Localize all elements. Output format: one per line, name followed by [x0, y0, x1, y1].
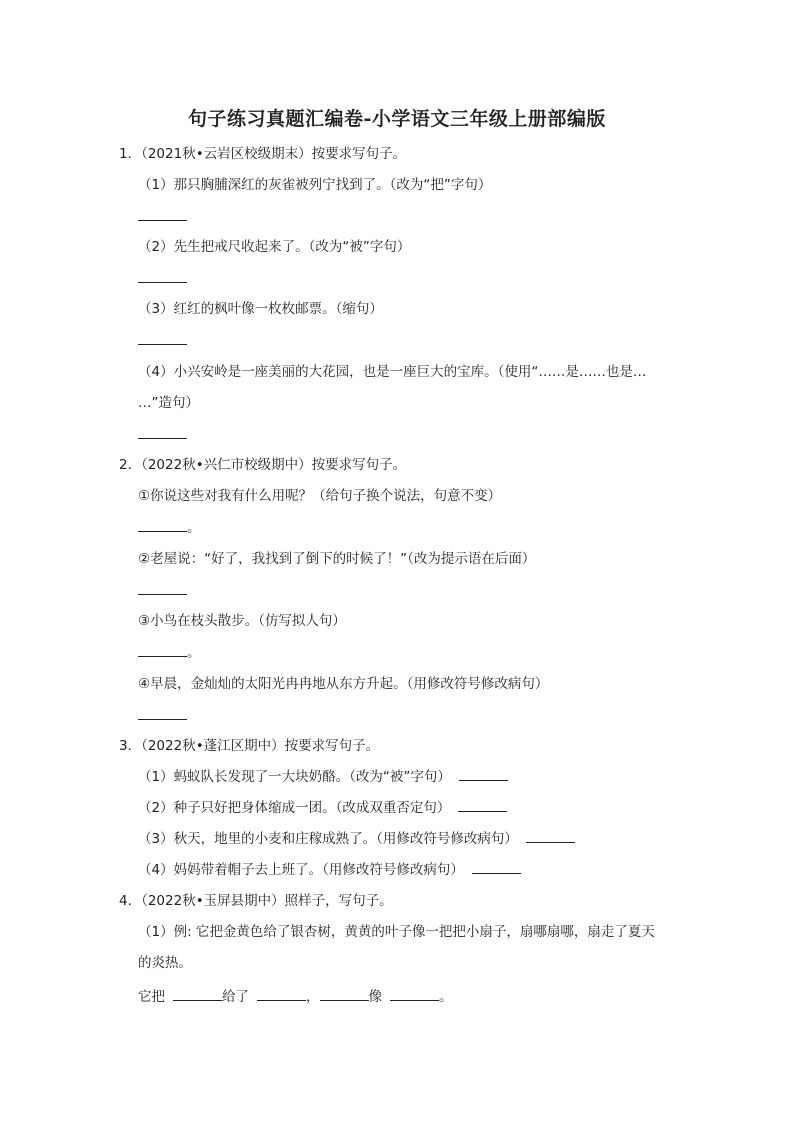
answer-blank[interactable]	[138, 518, 187, 532]
answer-blank[interactable]	[173, 987, 222, 1001]
question-1-item-1: （1）那只胸脯深红的灰雀被列宁找到了。（改为“把”字句）	[138, 177, 492, 193]
period-mark: 。	[187, 645, 201, 661]
answer-blank[interactable]	[390, 987, 439, 1001]
answer-blank[interactable]	[138, 425, 187, 439]
answer-blank[interactable]	[320, 987, 369, 1001]
answer-blank[interactable]	[138, 207, 187, 221]
question-3-item-2-line	[138, 798, 507, 818]
template-word-4: 像	[368, 989, 382, 1005]
answer-blank[interactable]	[472, 860, 521, 874]
question-1-header: 1．（2021秋•云岩区校级期末）按要求写句子。	[119, 146, 407, 162]
answer-blank[interactable]	[138, 269, 187, 283]
answer-blank[interactable]	[459, 767, 508, 781]
answer-blank[interactable]	[257, 987, 306, 1001]
period-mark: 。	[187, 520, 201, 536]
question-3-item-3-line	[138, 829, 575, 849]
question-3-item-1: （1）蚂蚁队长发现了一大块奶酪。（改为“被”字句）	[138, 769, 451, 785]
template-word-3: ，	[306, 989, 320, 1005]
question-3-header: 3．（2022秋•蓬江区期中）按要求写句子。	[119, 738, 380, 754]
question-3-item-1-line	[138, 767, 508, 787]
template-word-1: 它把	[138, 989, 165, 1005]
question-1-item-4-continued: …”造句）	[138, 395, 199, 411]
question-1-item-2: （2）先生把戒尺收起来了。（改为“被”字句）	[138, 239, 411, 255]
question-4-example: （1）例: 它把金黄色给了银杏树，黄黄的叶子像一把把小扇子，扇哪扇哪，扇走了夏天	[138, 924, 655, 940]
template-word-2: 给了	[222, 989, 249, 1005]
question-2-item-4: ④早晨，金灿灿的太阳光冉冉地从东方升起。（用修改符号修改病句）	[138, 676, 549, 692]
answer-blank[interactable]	[138, 643, 187, 657]
question-1-item-3: （3）红红的枫叶像一枚枚邮票。（缩句）	[138, 301, 383, 317]
answer-blank[interactable]	[138, 706, 187, 720]
answer-blank[interactable]	[138, 581, 187, 595]
answer-blank[interactable]	[458, 798, 507, 812]
answer-line	[138, 518, 201, 538]
question-3-item-3: （3）秋天，地里的小麦和庄稼成熟了。（用修改符号修改病句）	[138, 831, 518, 847]
question-3-item-4-line	[138, 860, 521, 880]
question-4-example-continued: 的炎热。	[138, 955, 192, 971]
question-1-item-4: （4）小兴安岭是一座美丽的大花园，也是一座巨大的宝库。（使用“……是……也是…	[138, 364, 647, 380]
question-4-header: 4．（2022秋•玉屏县期中）照样子，写句子。	[119, 893, 393, 909]
question-2-item-3: ③小鸟在枝头散步。（仿写拟人句）	[138, 613, 346, 629]
question-3-item-2: （2）种子只好把身体缩成一团。（改成双重否定句）	[138, 800, 451, 816]
template-end: 。	[439, 989, 453, 1005]
answer-blank[interactable]	[526, 829, 575, 843]
answer-line	[138, 643, 201, 663]
answer-blank[interactable]	[138, 331, 187, 345]
question-2-item-1: ①你说这些对我有什么用呢？（给句子换个说法，句意不变）	[138, 488, 502, 504]
question-2-header: 2．（2022秋•兴仁市校级期中）按要求写句子。	[119, 457, 407, 473]
document-title: 句子练习真题汇编卷-小学语文三年级上册部编版	[188, 108, 606, 130]
question-3-item-4: （4）妈妈带着帽子去上班了。（用修改符号修改病句）	[138, 862, 464, 878]
question-2-item-2: ②老屋说：“好了，我找到了倒下的时候了！”（改为提示语在后面）	[138, 551, 536, 567]
question-4-template	[138, 987, 453, 1007]
